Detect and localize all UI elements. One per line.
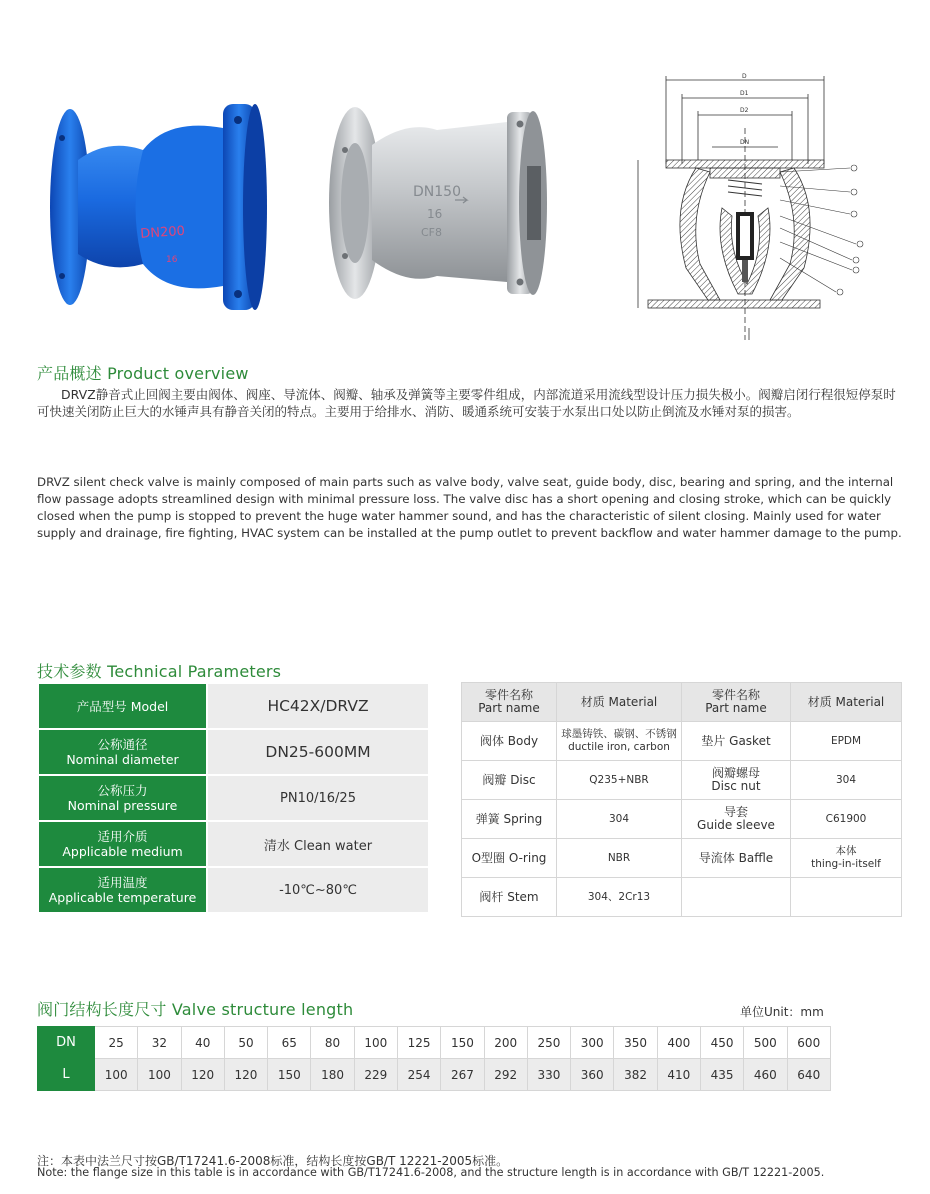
header-part-name	[682, 683, 791, 722]
materials-table	[461, 682, 902, 917]
dn-cell: 150	[441, 1027, 484, 1059]
header-part-cn: 零件名称	[484, 688, 533, 702]
header-part-en: Part name	[705, 701, 767, 715]
param-key-cn: 产品型号 Model	[76, 698, 169, 714]
dim-label-d1: D1	[740, 90, 749, 97]
note-cn: 注：本表中法兰尺寸按GB/T17241.6-2008标准，结构长度按GB/T 12221-2005标准。	[37, 1154, 509, 1168]
material-cn: 球墨铸铁、碳钢、不锈钢	[561, 728, 677, 740]
l-cell: 120	[181, 1059, 224, 1091]
dn-cell: 32	[138, 1027, 181, 1059]
material	[557, 722, 682, 761]
dn-cell: 250	[527, 1027, 570, 1059]
param-key	[38, 821, 207, 867]
table-row	[38, 821, 429, 867]
table-row	[462, 878, 902, 917]
part-name-cn: 导套	[723, 805, 748, 819]
material-en: ductile iron, carbon	[568, 741, 670, 753]
material: C61900	[791, 800, 902, 839]
dn-header: DN	[38, 1027, 95, 1059]
l-cell: 100	[95, 1059, 138, 1091]
dn-cell: 200	[484, 1027, 527, 1059]
param-key-en: Nominal diameter	[66, 752, 179, 767]
steel-valve-photo	[327, 100, 551, 306]
material-cn: 本体	[835, 845, 857, 857]
tech-params-table	[37, 682, 430, 914]
table-header-row	[462, 683, 902, 722]
material: 304、2Cr13	[557, 878, 682, 917]
param-key-cn: 公称压力	[97, 783, 148, 798]
dn-cell: 600	[787, 1027, 831, 1059]
param-key-en: Nominal pressure	[67, 798, 178, 813]
part-name: 阀杆 Stem	[462, 878, 557, 917]
blue-valve-dn-mark: DN200	[139, 223, 186, 242]
blue-valve-photo	[48, 98, 270, 316]
param-value: -10℃~80℃	[207, 867, 429, 913]
part-name: 导流体 Baffle	[682, 839, 791, 878]
dim-label-d: D	[742, 73, 747, 80]
l-cell: 150	[268, 1059, 311, 1091]
dn-cell: 500	[744, 1027, 787, 1059]
l-cell: 229	[354, 1059, 397, 1091]
part-name: 阀瓣 Disc	[462, 761, 557, 800]
table-row	[462, 761, 902, 800]
dim-label-d2: D2	[740, 107, 749, 114]
overview-text-en: DRVZ silent check valve is mainly composed of main parts such as valve body, valve seat, guide body, disc, bearing and spring, and the internal flow passage adopts streamlined design with minimal pressure loss. The valve disc has a short opening and closing stroke, which can be quickly closed when the pump is stopped to prevent the huge water hammer sound, and has the characteristic of silent closing. Mainly used for water supply and drainage, fire fighting, HVAC system can be installed at the pump outlet to prevent backflow and water hammer damage to the pump.	[37, 475, 902, 540]
header-part-name	[462, 683, 557, 722]
table-row	[38, 683, 429, 729]
empty-cell	[682, 878, 791, 917]
material: NBR	[557, 839, 682, 878]
steel-valve-dn-mark: DN150	[413, 184, 461, 200]
param-value: PN10/16/25	[207, 775, 429, 821]
dn-cell: 450	[700, 1027, 743, 1059]
param-key	[38, 729, 207, 775]
l-cell: 435	[700, 1059, 743, 1091]
dim-label-dn: DN	[740, 139, 750, 146]
dn-cell: 40	[181, 1027, 224, 1059]
note-en: Note: the flange size in this table is in accordance with GB/T17241.6-2008, and the structure length is in accordance with GB/T 12221-2005.	[37, 1166, 825, 1179]
table-row	[462, 722, 902, 761]
tech-title: 技术参数 Technical Parameters	[37, 662, 282, 681]
steel-valve-pn-mark: 16	[427, 207, 443, 221]
l-cell: 120	[224, 1059, 267, 1091]
header-part-cn: 零件名称	[711, 688, 760, 702]
header-material: 材质 Material	[791, 683, 902, 722]
l-header: L	[38, 1059, 95, 1091]
part-name-en: Disc nut	[711, 779, 761, 793]
param-value: 清水 Clean water	[207, 821, 429, 867]
part-name: 垫片 Gasket	[682, 722, 791, 761]
dn-cell: 65	[268, 1027, 311, 1059]
dimensions-title: 阀门结构长度尺寸 Valve structure length	[37, 1000, 354, 1019]
unit-label: 单位Unit：mm	[740, 1005, 824, 1019]
dn-cell: 80	[311, 1027, 354, 1059]
header-material: 材质 Material	[557, 683, 682, 722]
material: EPDM	[791, 722, 902, 761]
material: Q235+NBR	[557, 761, 682, 800]
param-key	[38, 683, 207, 729]
param-value: DN25-600MM	[207, 729, 429, 775]
table-row	[38, 729, 429, 775]
param-key-cn: 公称通径	[97, 737, 148, 752]
l-cell: 360	[571, 1059, 614, 1091]
part-name-cn: 阀瓣螺母	[711, 766, 760, 780]
l-cell: 292	[484, 1059, 527, 1091]
l-cell: 382	[614, 1059, 657, 1091]
param-key-en: Applicable temperature	[48, 890, 197, 905]
dn-cell: 125	[397, 1027, 440, 1059]
dimensions-table	[37, 1026, 831, 1091]
dn-cell: 50	[224, 1027, 267, 1059]
l-cell: 460	[744, 1059, 787, 1091]
l-cell: 410	[657, 1059, 700, 1091]
table-row	[462, 839, 902, 878]
blue-valve-pn-mark: 16	[166, 255, 178, 265]
part-name: 弹簧 Spring	[462, 800, 557, 839]
l-cell: 267	[441, 1059, 484, 1091]
part-name-en: Guide sleeve	[697, 818, 775, 832]
steel-valve-material-mark: CF8	[421, 226, 443, 239]
dn-cell: 100	[354, 1027, 397, 1059]
overview-title: 产品概述 Product overview	[37, 364, 249, 383]
part-name	[682, 761, 791, 800]
cross-section-drawing	[630, 68, 870, 346]
l-cell: 180	[311, 1059, 354, 1091]
part-name: 阀体 Body	[462, 722, 557, 761]
material: 304	[791, 761, 902, 800]
material-en: thing-in-itself	[811, 858, 881, 870]
param-key-cn: 适用温度	[97, 875, 148, 890]
overview-text-cn: DRVZ静音式止回阀主要由阀体、阀座、导流体、阀瓣、轴承及弹簧等主要零件组成，内部流道采用流线型设计压力损失极小。阀瓣启闭行程很短停泵时可快速关闭防止巨大的水锤声具有静音关闭的特点。主要用于给排水、消防、暖通系统可安装于水泵出口处以防止倒流及水锤对泵的损害。	[37, 387, 896, 419]
dn-cell: 300	[571, 1027, 614, 1059]
l-cell: 640	[787, 1059, 831, 1091]
l-cell: 254	[397, 1059, 440, 1091]
material	[791, 839, 902, 878]
dn-cell: 400	[657, 1027, 700, 1059]
part-name	[682, 800, 791, 839]
table-row	[38, 775, 429, 821]
param-key-en: Applicable medium	[62, 844, 183, 859]
param-value: HC42X/DRVZ	[207, 683, 429, 729]
param-key-cn: 适用介质	[97, 829, 148, 844]
table-row	[38, 867, 429, 913]
header-part-en: Part name	[478, 701, 540, 715]
dn-row	[38, 1027, 831, 1059]
l-cell: 330	[527, 1059, 570, 1091]
param-key	[38, 775, 207, 821]
table-row	[462, 800, 902, 839]
dn-cell: 350	[614, 1027, 657, 1059]
dn-cell: 25	[95, 1027, 138, 1059]
param-key	[38, 867, 207, 913]
l-cell: 100	[138, 1059, 181, 1091]
part-name: O型圈 O-ring	[462, 839, 557, 878]
material: 304	[557, 800, 682, 839]
empty-cell	[791, 878, 902, 917]
l-row	[38, 1059, 831, 1091]
